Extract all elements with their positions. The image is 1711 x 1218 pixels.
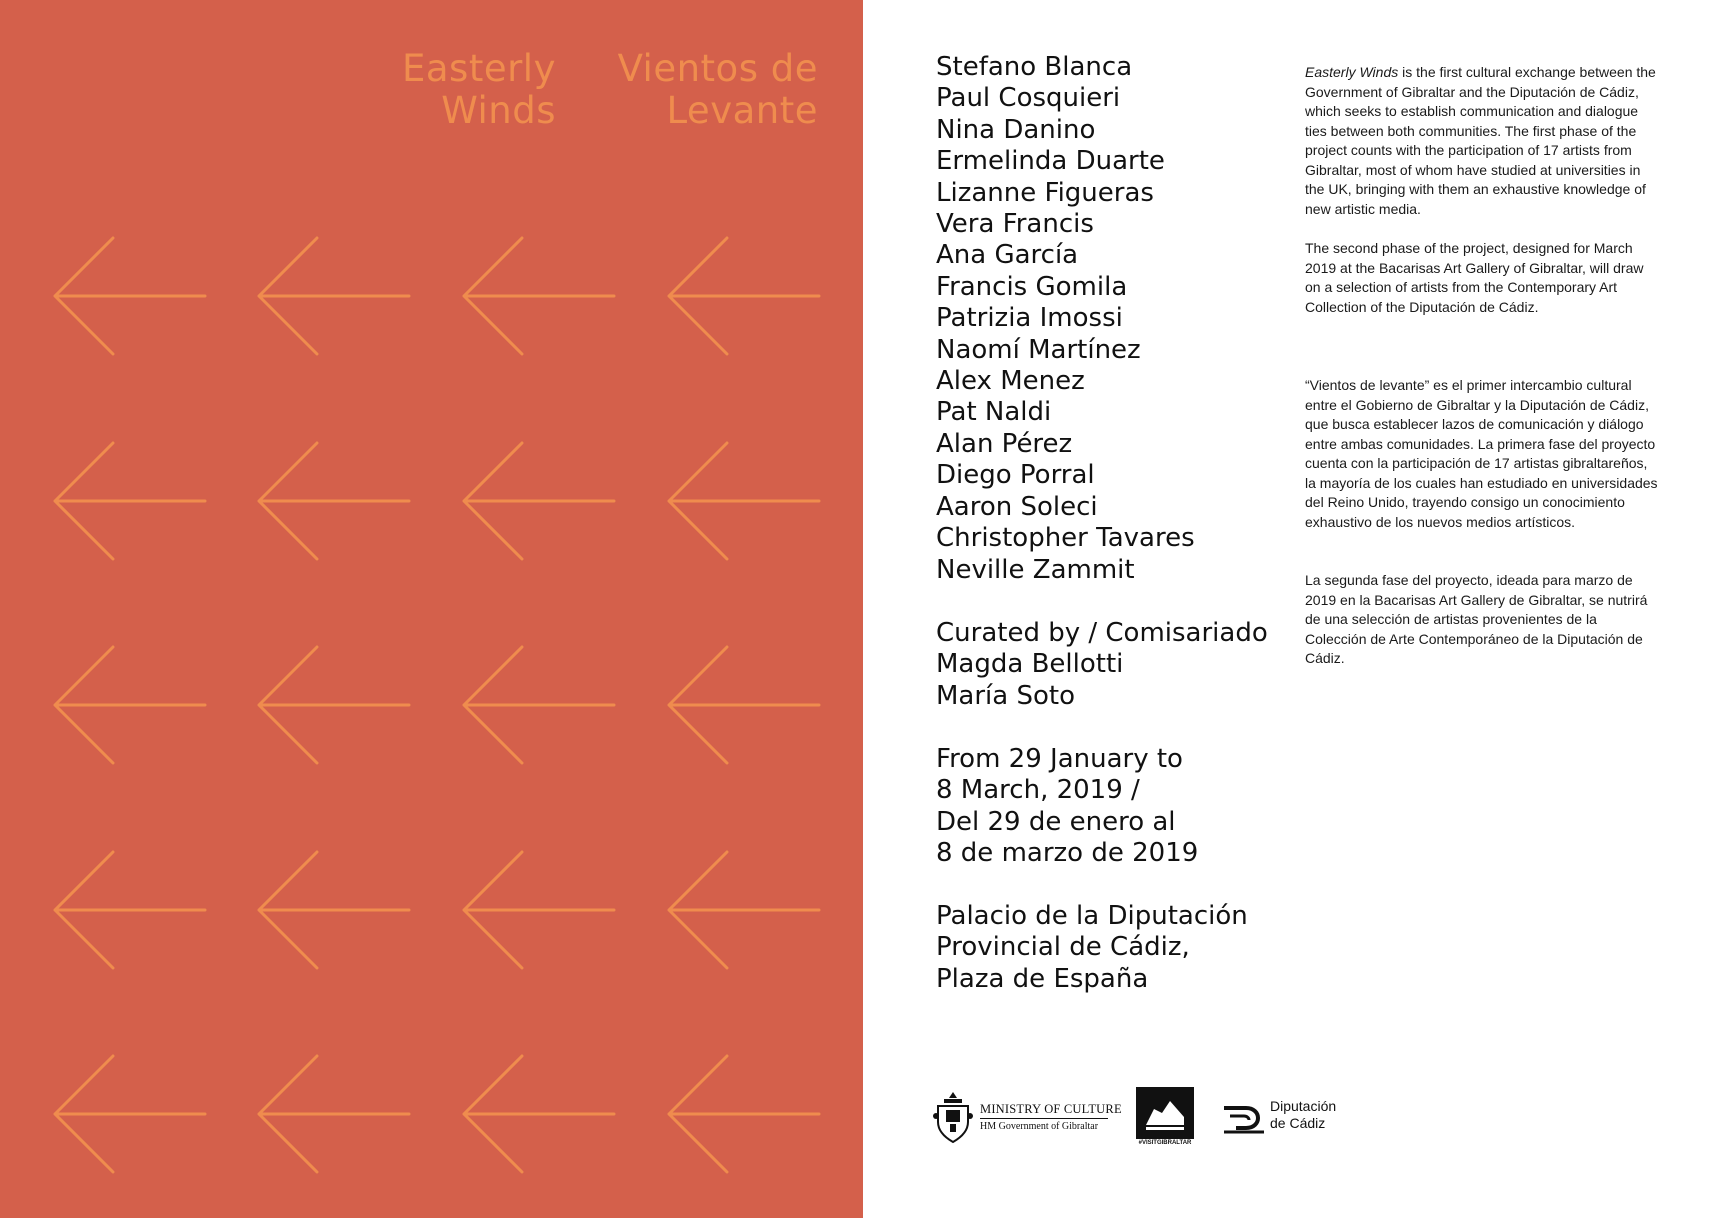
left-arrow-icon	[259, 647, 409, 763]
left-arrow-icon	[259, 852, 409, 968]
left-arrow-icon	[55, 1056, 205, 1172]
artist-name: Ana García	[936, 240, 1079, 271]
curated-by	[936, 618, 1268, 712]
left-arrow-icon	[669, 238, 819, 354]
left-arrow-icon	[464, 238, 614, 354]
date-line: 8 de marzo de 2019	[936, 838, 1199, 869]
diputacion-line-1: Diputación	[1270, 1098, 1337, 1114]
date-line: From 29 January to	[936, 744, 1183, 774]
ministry-subtitle: HM Government of Gibraltar	[980, 1121, 1099, 1132]
artist-list	[936, 52, 1195, 586]
artist-name: Francis Gomila	[936, 271, 1128, 302]
artist-name: Diego Porral	[936, 460, 1095, 491]
description-en-2	[1305, 239, 1660, 317]
left-arrow-icon	[669, 647, 819, 763]
artist-name: Vera Francis	[936, 209, 1094, 240]
date-line: Del 29 de enero al	[936, 806, 1176, 837]
left-arrow-icon	[669, 443, 819, 559]
artist-name: Alan Pérez	[936, 428, 1073, 459]
logo-divider	[980, 1118, 1108, 1119]
left-arrow-icon	[464, 1056, 614, 1172]
diputacion-mark-icon	[1222, 1102, 1266, 1136]
curator-name: Magda Bellotti	[936, 649, 1124, 680]
curator-name: María Soto	[936, 680, 1075, 711]
left-arrow-icon	[55, 852, 205, 968]
artist-name: Nina Danino	[936, 114, 1096, 145]
exhibition-dates	[936, 744, 1198, 870]
description-es-2	[1305, 571, 1660, 669]
left-arrow-icon	[669, 1056, 819, 1172]
left-arrow-icon	[259, 238, 409, 354]
artist-name: Neville Zammit	[936, 554, 1135, 585]
project-name-italic: Easterly Winds	[1305, 64, 1399, 80]
ministry-of-culture-logo	[932, 1090, 1122, 1150]
artist-name: Aaron Soleci	[936, 491, 1098, 522]
artist-name: Christopher Tavares	[936, 523, 1195, 554]
venue-line: Palacio de la Diputación	[936, 901, 1248, 931]
left-arrow-icon	[464, 443, 614, 559]
diputacion-cadiz-logo	[1222, 1098, 1352, 1138]
title-en-line-2: Winds	[441, 89, 556, 132]
diputacion-text	[1270, 1098, 1336, 1132]
visit-gibraltar-tag: #VISITGIBRALTAR	[1138, 1140, 1192, 1146]
ministry-title: MINISTRY OF CULTURE	[980, 1102, 1122, 1116]
description-en-2-text: The second phase of the project, designed for March 2019 at the Bacarisas Art Gallery of Gibraltar, will draw on a selection of artists from the Contemporary Art Collection of the Diputación de Cádiz.	[1305, 240, 1644, 315]
description-en-1-text: is the first cultural exchange between the Government of Gibraltar and the Diputación de Cádiz, which seeks to establish communication and dialogue ties between both communities. The first phase of the project counts with the participation of 17 artists from Gibraltar, most of whom have studied at universities in the UK, bringing with them an exhaustive knowledge of new artistic media.	[1305, 64, 1656, 217]
venue-line: Provincial de Cádiz,	[936, 932, 1190, 963]
artist-name: Lizanne Figueras	[936, 177, 1154, 208]
title-es-line-2: Levante	[666, 89, 818, 132]
rock-icon	[1136, 1087, 1194, 1139]
description-es-1-text: “Vientos de levante” es el primer intercambio cultural entre el Gobierno de Gibraltar y la Diputación de Cádiz, que busca establecer lazos de comunicación y diálogo entre ambas comunidades. La primera fase del proyecto cuenta con la participación de 17 artistas gibraltareños, la mayoría de los cuales han estudiado en universidades del Reino Unido, trayendo consigo un conocimiento exhaustivo de los nuevos medios artísticos.	[1305, 377, 1658, 530]
left-arrow-icon	[259, 1056, 409, 1172]
left-arrow-icon	[55, 647, 205, 763]
left-arrow-icon	[464, 852, 614, 968]
left-arrow-icon	[55, 443, 205, 559]
title-en-line-1: Easterly	[402, 47, 556, 90]
artist-name: Paul Cosquieri	[936, 83, 1121, 114]
description-en-1	[1305, 63, 1660, 219]
left-arrow-icon	[259, 443, 409, 559]
artist-name: Pat Naldi	[936, 397, 1052, 428]
left-arrow-icon	[464, 647, 614, 763]
crest-icon	[932, 1090, 974, 1146]
diputacion-line-2: de Cádiz	[1270, 1115, 1326, 1131]
venue-line: Plaza de España	[936, 963, 1149, 994]
artist-name: Stefano Blanca	[936, 52, 1133, 82]
artist-name: Patrizia Imossi	[936, 303, 1123, 334]
venue	[936, 901, 1248, 995]
description-es-2-text: La segunda fase del proyecto, ideada para marzo de 2019 en la Bacarisas Art Gallery de Gibraltar, se nutrirá de una selección de artistas provenientes de la Colección de Arte Contemporáneo de la Diputación de Cádiz.	[1305, 572, 1648, 666]
visit-gibraltar-mark	[1136, 1087, 1194, 1139]
artist-name: Ermelinda Duarte	[936, 146, 1165, 177]
artist-name: Naomí Martínez	[936, 334, 1141, 365]
title-es-line-1: Vientos de	[617, 47, 818, 90]
description-es-1	[1305, 376, 1660, 532]
visit-gibraltar-logo	[1136, 1087, 1194, 1149]
curated-label: Curated by / Comisariado	[936, 618, 1268, 648]
artist-name: Alex Menez	[936, 366, 1085, 397]
date-line: 8 March, 2019 /	[936, 775, 1140, 806]
left-arrow-icon	[669, 852, 819, 968]
left-arrow-icon	[55, 238, 205, 354]
